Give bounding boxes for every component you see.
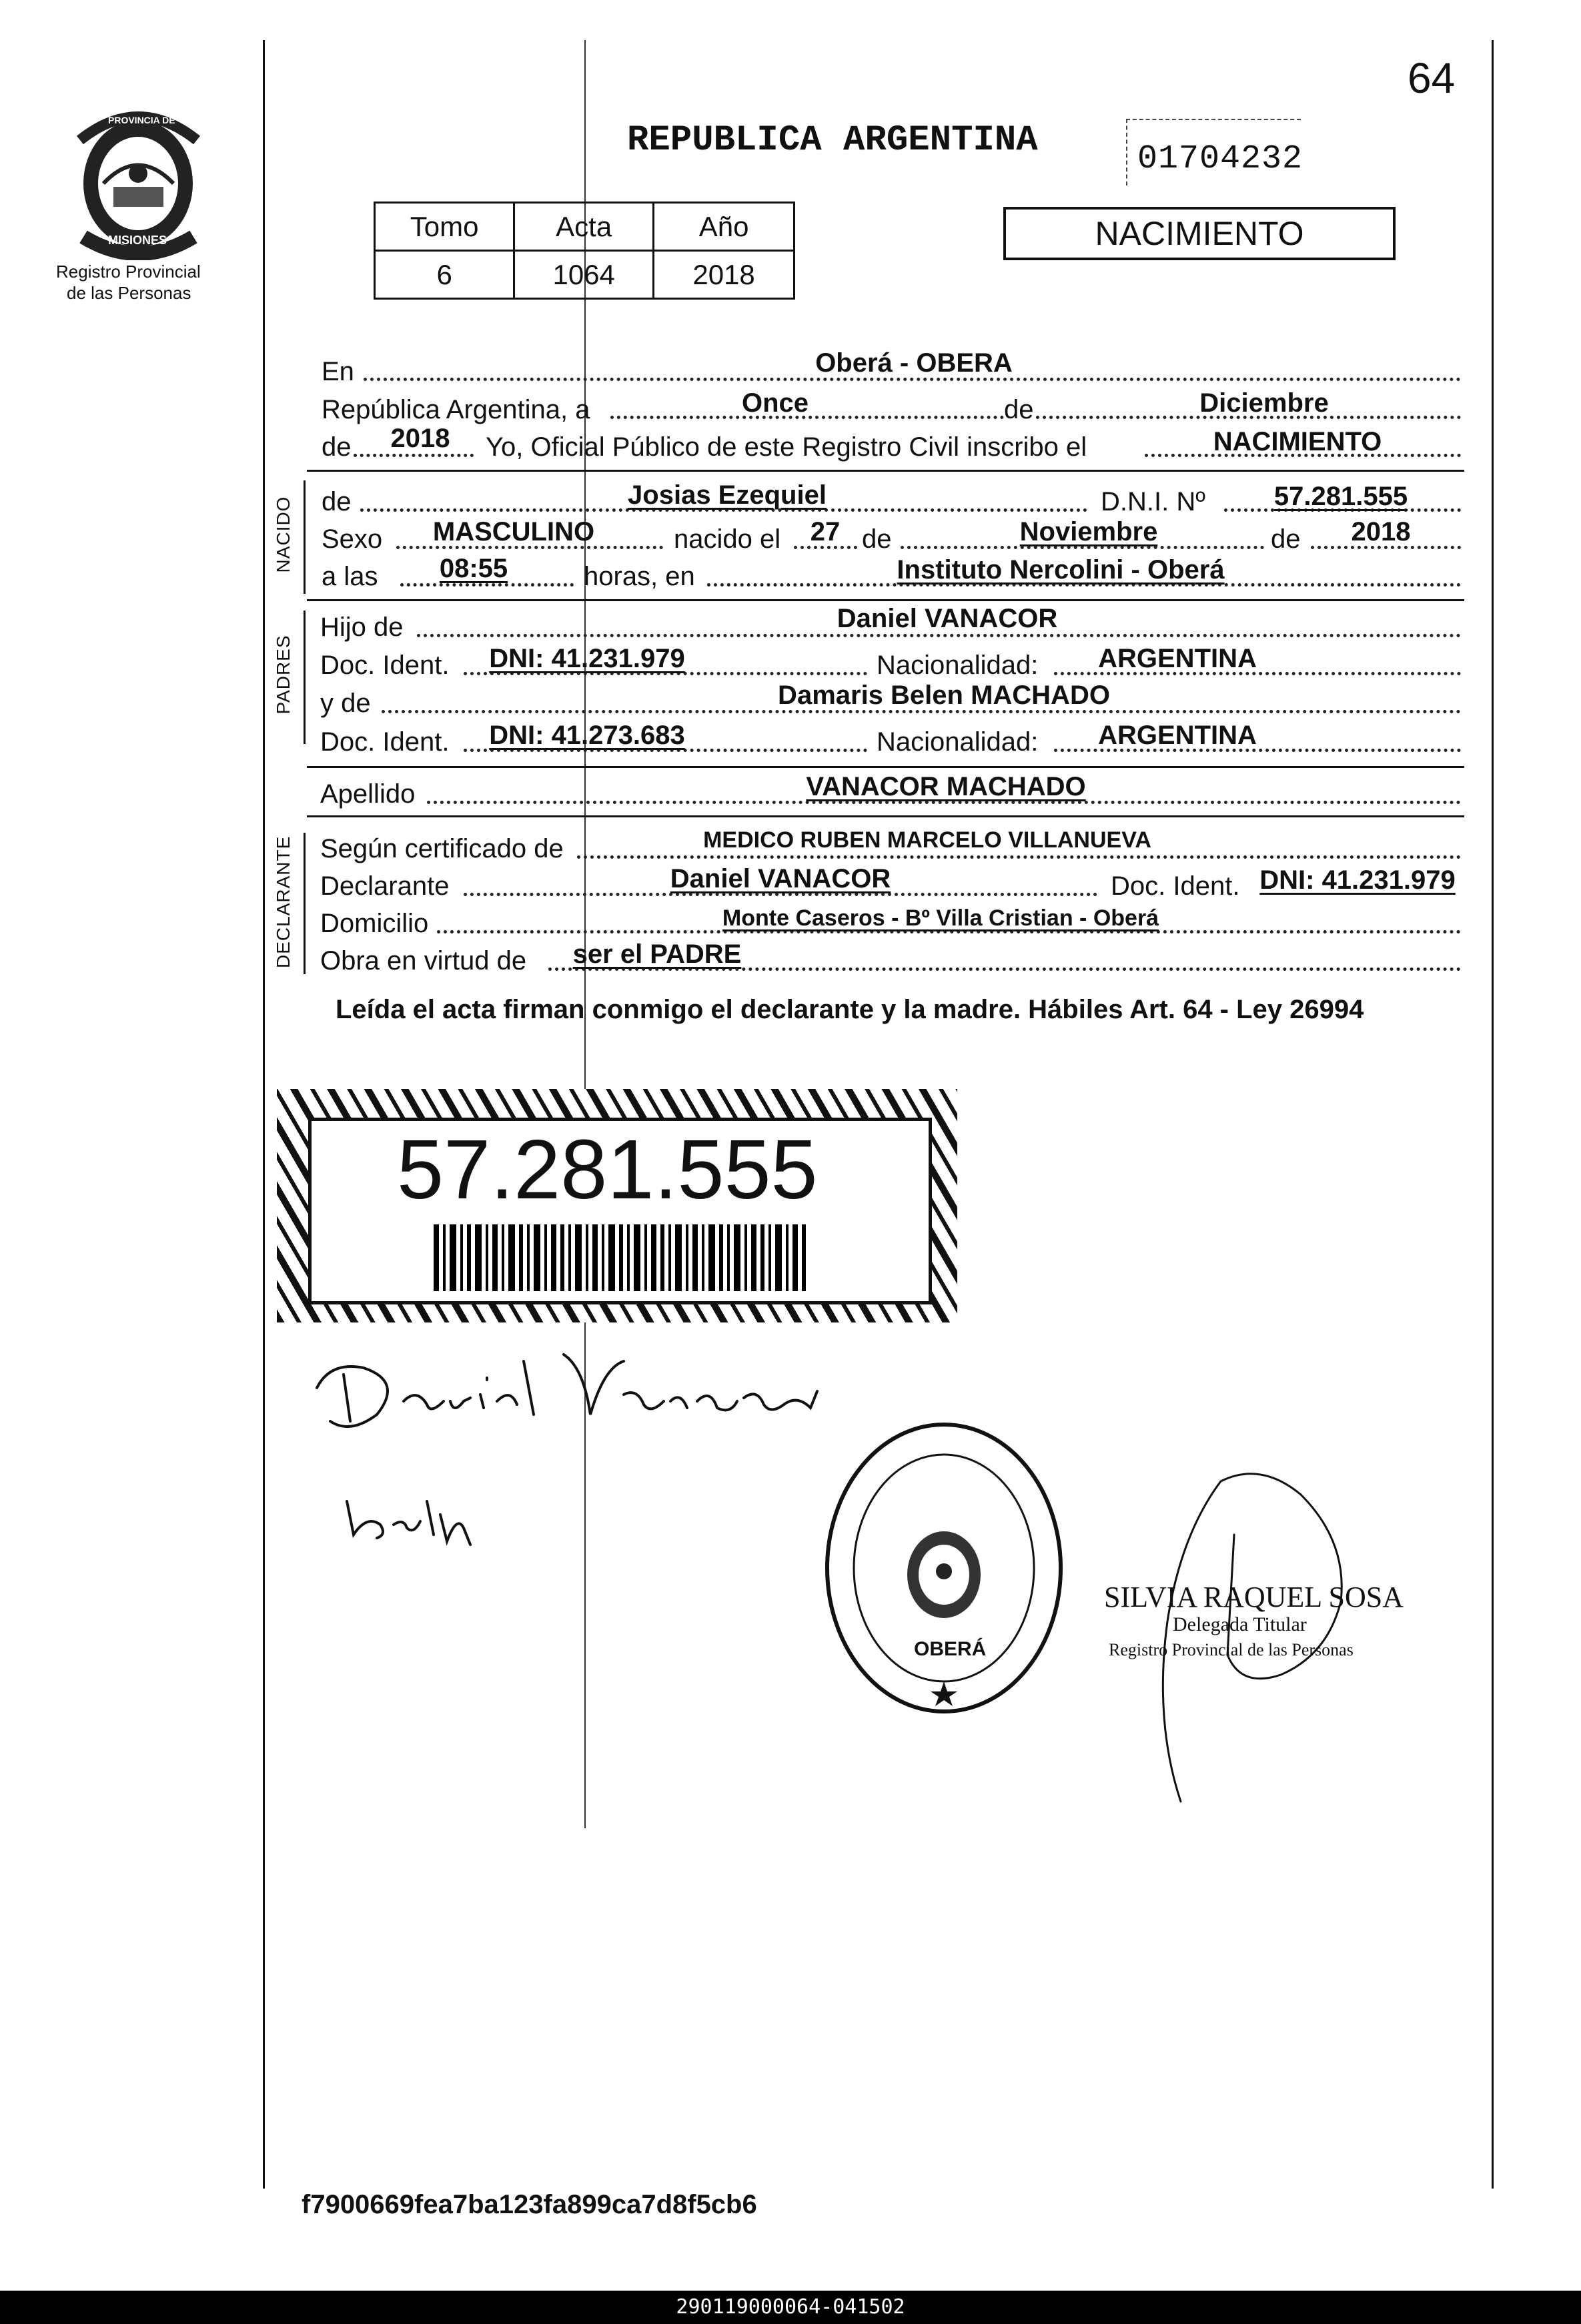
apellido-bottom-rule [307, 815, 1464, 817]
declarante-label: Declarante [320, 871, 450, 901]
country-title: REPUBLICA ARGENTINA [627, 120, 1038, 161]
padre-nacionalidad-label: Nacionalidad: [877, 651, 1039, 680]
official-org: Registro Provincial de las Personas [1109, 1640, 1354, 1659]
certificado-value: MEDICO RUBEN MARCELO VILLANUEVA [703, 827, 1151, 853]
nacido-hora: 08:55 [439, 554, 508, 583]
anio-dots [354, 454, 474, 457]
nacido-de3-label: de [1271, 524, 1301, 554]
declarante-doc-label: Doc. Ident. [1111, 871, 1240, 901]
apellido-top-rule [307, 766, 1464, 768]
nacido-dni: 57.281.555 [1273, 482, 1408, 511]
id-label-number: 57.281.555 [397, 1122, 818, 1216]
padre-dots [417, 634, 1461, 637]
madre-doc: DNI: 41.273.683 [489, 721, 685, 750]
padres-section-bar [304, 611, 306, 744]
republica-label: República Argentina, a [322, 395, 590, 424]
tomo-value: 6 [375, 251, 514, 299]
hijo-de-label: Hijo de [320, 613, 404, 642]
declarante-nombre: Daniel VANACOR [670, 864, 891, 893]
footer-code-bar [0, 2291, 1581, 2324]
dia-value: Once [741, 388, 809, 418]
obra-label: Obra en virtud de [320, 946, 527, 976]
padre-doc-label: Doc. Ident. [320, 651, 450, 680]
delegation-stamp [821, 1418, 1067, 1718]
document-type-box [1003, 207, 1396, 260]
en-value: Oberá - OBERA [815, 348, 1013, 378]
registry-table [374, 202, 795, 300]
anio-value: 2018 [654, 251, 795, 299]
madre-nacionalidad: ARGENTINA [1098, 721, 1257, 750]
barcode [434, 1224, 807, 1291]
padres-section-label: PADRES [273, 635, 294, 715]
leida-text: Leída el acta firman conmigo el declarante y la madre. Hábiles Art. 64 - Ley 26994 [336, 995, 1364, 1024]
obra-value: ser el PADRE [572, 939, 742, 969]
padre-nacionalidad: ARGENTINA [1098, 644, 1257, 673]
fold-line [584, 40, 586, 1828]
nacido-top-rule [307, 470, 1464, 472]
madre-nacionalidad-label: Nacionalidad: [877, 727, 1039, 757]
nacido-section-label: NACIDO [273, 496, 294, 573]
dni-label: D.N.I. Nº [1101, 487, 1205, 516]
acta-header: Acta [514, 203, 654, 251]
certificado-dots [577, 855, 1461, 859]
a-las-label: a las [322, 562, 378, 591]
nacido-de2-label: de [862, 524, 892, 554]
nacido-dia: 27 [810, 517, 841, 546]
de2-label: de [322, 432, 352, 462]
tomo-header: Tomo [375, 203, 514, 251]
nacido-sexo: MASCULINO [432, 517, 595, 546]
en-label: En [322, 357, 354, 386]
official-name: SILVIA RAQUEL SOSA [1104, 1581, 1404, 1613]
left-margin-line [263, 40, 265, 2189]
padre-doc: DNI: 41.231.979 [489, 644, 685, 673]
footer-code: 290119000064-041502 [676, 2295, 905, 2319]
right-margin-line [1492, 40, 1494, 2189]
nacido-anio: 2018 [1351, 517, 1411, 546]
logo-top-text: PROVINCIA DE [108, 115, 175, 125]
declarante-section-label: DECLARANTE [273, 835, 294, 968]
anio-header: Año [654, 203, 795, 251]
barcode-graphic [434, 1224, 807, 1291]
declarante-doc: DNI: 41.231.979 [1259, 865, 1456, 895]
nacido-nombre: Josias Ezequiel [628, 480, 827, 510]
yo-text: Yo, Oficial Público de este Registro Civil inscribo el [486, 432, 1087, 462]
anio-value: 2018 [390, 424, 450, 453]
horas-en-label: horas, en [584, 562, 695, 591]
nacido-el-label: nacido el [674, 524, 781, 554]
logo-bottom-text: MISIONES [108, 234, 167, 247]
y-de-label: y de [320, 689, 371, 718]
madre-signature [340, 1488, 500, 1555]
domicilio-label: Domicilio [320, 909, 429, 938]
apellido-value: VANACOR MACHADO [806, 772, 1086, 801]
madre-doc-label: Doc. Ident. [320, 727, 450, 757]
madre-nombre: Damaris Belen MACHADO [778, 681, 1110, 710]
padre-nombre: Daniel VANACOR [837, 604, 1058, 633]
nacido-section-bar [304, 480, 306, 594]
padres-top-rule [307, 599, 1464, 601]
province-seal-logo [67, 100, 210, 260]
page-number: 64 [1408, 54, 1456, 102]
stamp-city: OBERÁ [914, 1638, 987, 1660]
acta-value: 1064 [514, 251, 654, 299]
declarante-signature [304, 1341, 851, 1441]
nacido-de-label: de [322, 487, 352, 516]
nacido-mes: Noviembre [1019, 517, 1158, 546]
mes-value: Diciembre [1199, 388, 1329, 418]
sexo-label: Sexo [322, 524, 383, 554]
logo-caption-line1: Registro Provincial [56, 262, 201, 282]
official-title: Delegada Titular [1173, 1613, 1307, 1635]
document-type-label: NACIMIENTO [1095, 215, 1304, 252]
domicilio-value: Monte Caseros - Bº Villa Cristian - Oberá [722, 905, 1159, 931]
nacido-lugar: Instituto Nercolini - Oberá [897, 555, 1225, 585]
document-hash: f7900669fea7ba123fa899ca7d8f5cb6 [302, 2190, 757, 2219]
de-label: de [1004, 395, 1034, 424]
declarante-section-bar [304, 833, 306, 974]
logo-caption-line2: de las Personas [67, 283, 191, 303]
apellido-label: Apellido [320, 779, 416, 809]
inscripcion-value: NACIMIENTO [1213, 427, 1382, 456]
segun-label: Según certificado de [320, 834, 564, 863]
serial-number: 01704232 [1137, 140, 1303, 178]
